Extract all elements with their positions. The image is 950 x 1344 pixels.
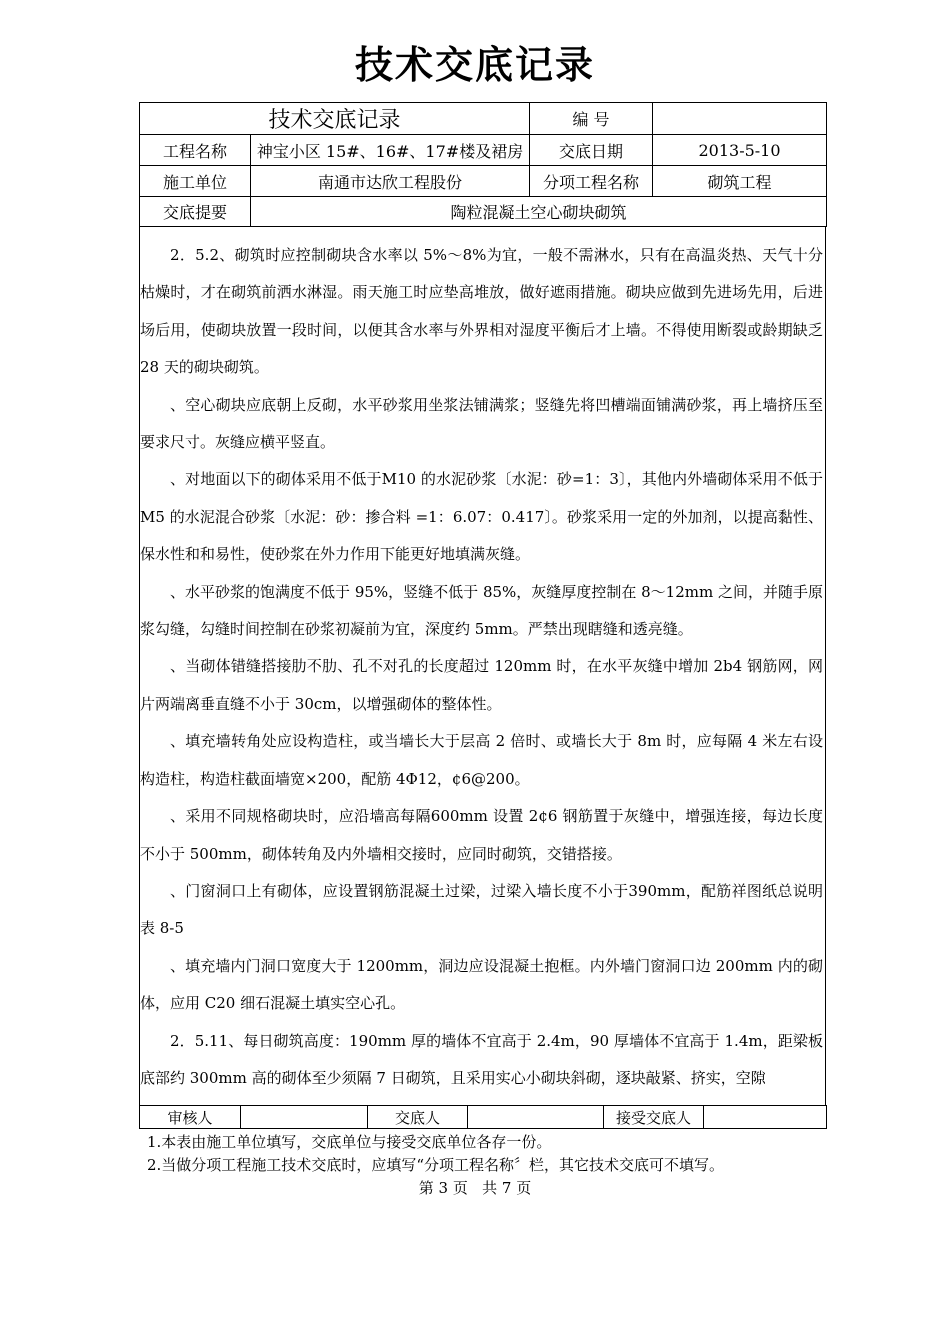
date-value: 2013-5-10	[653, 135, 827, 166]
paragraph: 、空心砌块应底朝上反砌，水平砂浆用坐浆法铺满浆；竖缝先将凹槽端面铺满砂浆，再上墙挤压至要求尺寸。灰缝应横平竖直。	[140, 395, 823, 452]
subproject-label: 分项工程名称	[530, 166, 653, 197]
date-label: 交底日期	[530, 135, 653, 166]
paragraph: 、填充墙内门洞口宽度大于 1200mm，洞边应设混凝土抱框。内外墙门窗洞口边 200mm 内的砌体，应用 C20 细石混凝土填实空心孔。	[140, 956, 823, 1013]
presenter-value	[468, 1106, 604, 1129]
reviewer-label: 审核人	[140, 1106, 241, 1129]
paragraph: 2．5.2、砌筑时应控制砌块含水率以 5%～8%为宜，一般不需淋水，只有在高温炎热、天气十分枯燥时，才在砌筑前洒水淋湿。雨天施工时应垫高堆放，做好遮雨措施。砌块应做到先进场先用，后进场后用，使砌块放置一段时间，以便其含水率与外界相对湿度平衡后才上墙。不得使用断裂或龄期缺乏 28 天的砌块砌筑。	[140, 246, 823, 377]
form-title: 技术交底记录	[140, 103, 530, 135]
note-1: 1.本表由施工单位填写，交底单位与接受交底单位各存一份。	[147, 1133, 552, 1151]
signature-table	[139, 1105, 827, 1129]
summary-value: 陶粒混凝土空心砌块砌筑	[251, 197, 827, 227]
paragraph: 2．5.11、每日砌筑高度：190mm 厚的墙体不宜高于 2.4m，90 厚墙体不宜高于 1.4m，距梁板底部约 300mm 高的砌体至少须隔 7 日砌筑，且采用实心小砌块斜砌，逐块敲紧、挤实，空隙	[140, 1031, 823, 1087]
paragraph: 、水平砂浆的饱满度不低于 95%，竖缝不低于 85%，灰缝厚度控制在 8～12mm 之间，并随手原浆勾缝，勾缝时间控制在砂浆初凝前为宜，深度约 5mm。严禁出现瞎缝和透亮缝。	[140, 582, 823, 639]
project-name-label: 工程名称	[140, 135, 251, 166]
page-title: 技术交底记录	[354, 43, 595, 87]
paragraph: 、填充墙转角处应设构造柱，或当墙长大于层高 2 倍时、或墙长大于 8m 时，应每隔 4 米左右设构造柱，构造柱截面墙宽×200，配筋 4Φ12，¢6@200。	[140, 732, 823, 788]
paragraph: 、对地面以下的砌体采用不低于M10 的水泥砂浆〔水泥：砂=1：3〕，其他内外墙砌体采用不低于 M5 的水泥混合砂浆〔水泥：砂：掺合料 =1：6.07：0.417〕。砂浆采用一定的外加剂，以提高黏性、保水性和和易性，使砂浆在外力作用下能更好地填满灰缝。	[140, 470, 823, 564]
contractor-label: 施工单位	[140, 166, 251, 197]
note-2: 2.当做分项工程施工技术交底时，应填写“分项工程名称〞栏，其它技术交底可不填写。	[147, 1156, 724, 1174]
presenter-label: 交底人	[368, 1106, 468, 1129]
content-text	[140, 227, 825, 1097]
receiver-value	[704, 1106, 827, 1129]
contractor-value: 南通市达欣工程股份	[251, 166, 530, 197]
content-box	[139, 227, 826, 1105]
summary-label: 交底提要	[140, 197, 251, 227]
paragraph: 、采用不同规格砌块时，应沿墙高每隔600mm 设置 2¢6 钢筋置于灰缝中，增强连接，每边长度不小于 500mm，砌体转角及内外墙相交接时，应同时砌筑，交错搭接。	[140, 807, 823, 863]
paragraph: 、当砌体错缝搭接肋不肋、孔不对孔的长度超过 120mm 时，在水平灰缝中增加 2b4 钢筋网，网片两端离垂直缝不小于 30cm，以增强砌体的整体性。	[140, 657, 823, 713]
paragraph: 、门窗洞口上有砌体，应设置钢筋混凝土过梁，过梁入墙长度不小于390mm，配筋祥图纸总说明表 8-5	[140, 881, 823, 938]
serial-label: 编 号	[530, 103, 653, 135]
serial-value	[653, 103, 827, 135]
header-table	[139, 102, 827, 227]
reviewer-value	[241, 1106, 368, 1129]
subproject-value: 砌筑工程	[653, 166, 827, 197]
receiver-label: 接受交底人	[604, 1106, 704, 1129]
page-number: 第 3 页 共 7 页	[418, 1179, 532, 1197]
project-name-value: 神宝小区 15#、16#、17#楼及裙房	[251, 135, 530, 166]
